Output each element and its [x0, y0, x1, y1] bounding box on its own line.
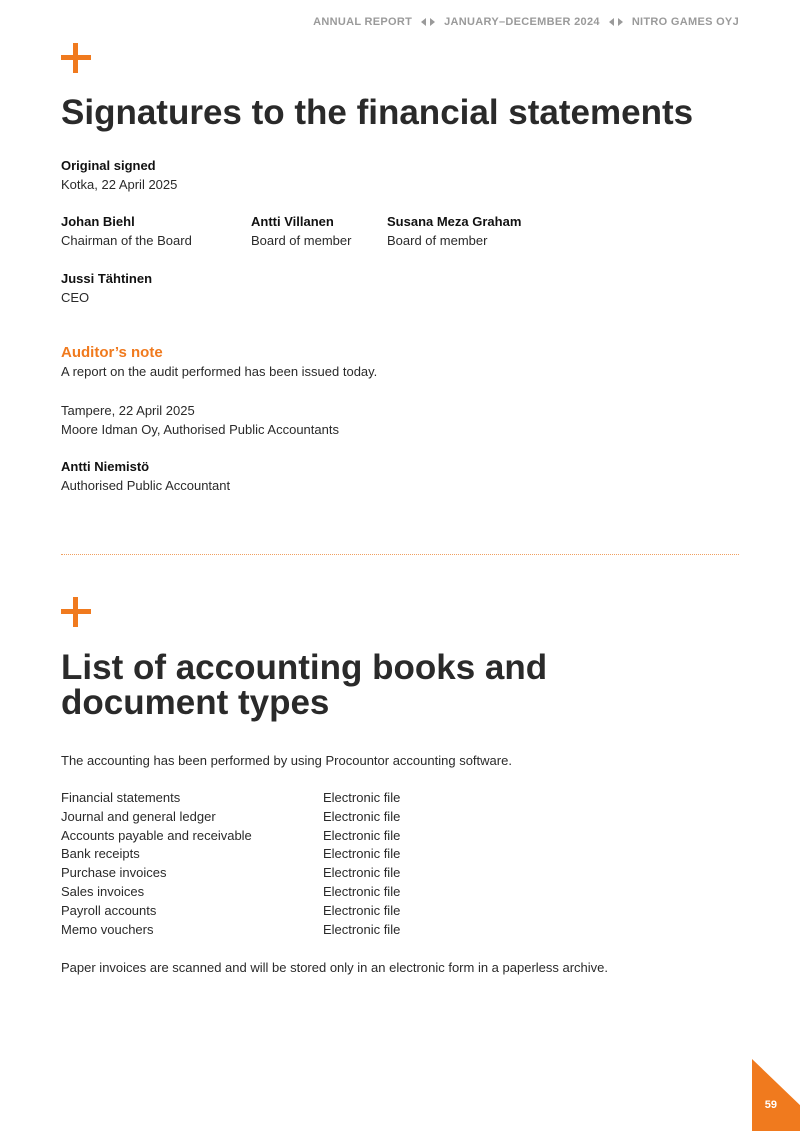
signed-place-date: Kotka, 22 April 2025 — [61, 177, 178, 192]
signatory-name: Susana Meza Graham — [387, 214, 522, 229]
book-name: Memo vouchers — [61, 921, 154, 937]
list-item — [61, 902, 401, 921]
auditor-name: Antti Niemistö — [61, 459, 150, 474]
book-name: Payroll accounts — [61, 902, 157, 918]
book-name: Purchase invoices — [61, 865, 167, 881]
book-type: Electronic file — [323, 921, 401, 937]
book-type: Electronic file — [323, 846, 401, 862]
auditor-signer-block — [61, 457, 230, 495]
book-name: Journal and general ledger — [61, 808, 216, 824]
book-type: Electronic file — [323, 827, 401, 843]
book-type: Electronic file — [323, 790, 401, 805]
signed-block — [61, 156, 177, 194]
book-name: Accounts payable and receivable — [61, 827, 252, 843]
footer-note: Paper invoices are scanned and will be stored only in an electronic form in a paperless archive. — [61, 960, 609, 975]
ceo-block — [61, 269, 152, 307]
auditor-note-heading: Auditor’s note — [61, 344, 163, 361]
list-item — [61, 808, 401, 827]
list-item — [61, 845, 401, 864]
list-item — [61, 921, 401, 940]
plus-icon — [61, 43, 91, 73]
section-divider — [61, 554, 739, 555]
list-item — [61, 883, 401, 902]
book-name: Financial statements — [61, 790, 181, 805]
signatory — [387, 212, 521, 250]
signed-label: Original signed — [61, 158, 156, 173]
title-line: document types — [61, 683, 330, 722]
book-type: Electronic file — [323, 808, 401, 824]
plus-icon — [61, 597, 91, 627]
auditor-note-block — [61, 343, 377, 381]
signatory-name: Antti Villanen — [251, 214, 334, 229]
book-type: Electronic file — [323, 883, 401, 899]
signatory — [61, 212, 192, 250]
auditor-firm: Moore Idman Oy, Authorised Public Accountants — [61, 422, 339, 437]
book-name: Sales invoices — [61, 883, 145, 899]
accounting-books-list — [61, 789, 401, 939]
header-period-label: JANUARY–DECEMBER 2024 — [444, 16, 600, 28]
double-arrow-icon — [420, 17, 436, 27]
ceo-role: CEO — [61, 290, 90, 305]
list-item — [61, 789, 401, 808]
signatory-name: Johan Biehl — [61, 214, 135, 229]
section-title-signatures: Signatures to the financial statements — [61, 93, 694, 132]
page-number: 59 — [764, 1099, 777, 1111]
title-line: List of accounting books and — [61, 648, 548, 687]
signatory-role: Board of member — [251, 233, 352, 248]
double-arrow-icon — [608, 17, 624, 27]
signatory-role: Board of member — [387, 233, 488, 248]
header-company-label: NITRO GAMES OYJ — [631, 16, 739, 28]
list-item — [61, 827, 401, 846]
ceo-name: Jussi Tähtinen — [61, 271, 153, 286]
auditor-place-date: Tampere, 22 April 2025 — [61, 403, 195, 418]
section-title-accounting-books — [61, 650, 547, 720]
book-type: Electronic file — [323, 865, 401, 881]
header-report-label: ANNUAL REPORT — [313, 16, 413, 28]
book-name: Bank receipts — [61, 846, 140, 862]
auditor-firm-block — [61, 401, 339, 439]
signatory-role: Chairman of the Board — [61, 233, 192, 248]
list-item — [61, 864, 401, 883]
book-type: Electronic file — [323, 902, 401, 918]
running-header — [313, 16, 739, 28]
auditor-title: Authorised Public Accountant — [61, 478, 231, 493]
auditor-note-text: A report on the audit performed has been issued today. — [61, 364, 378, 379]
signatory — [251, 212, 351, 250]
accounting-intro: The accounting has been performed by using Procountor accounting software. — [61, 753, 512, 768]
page-corner-tab — [752, 1059, 800, 1131]
